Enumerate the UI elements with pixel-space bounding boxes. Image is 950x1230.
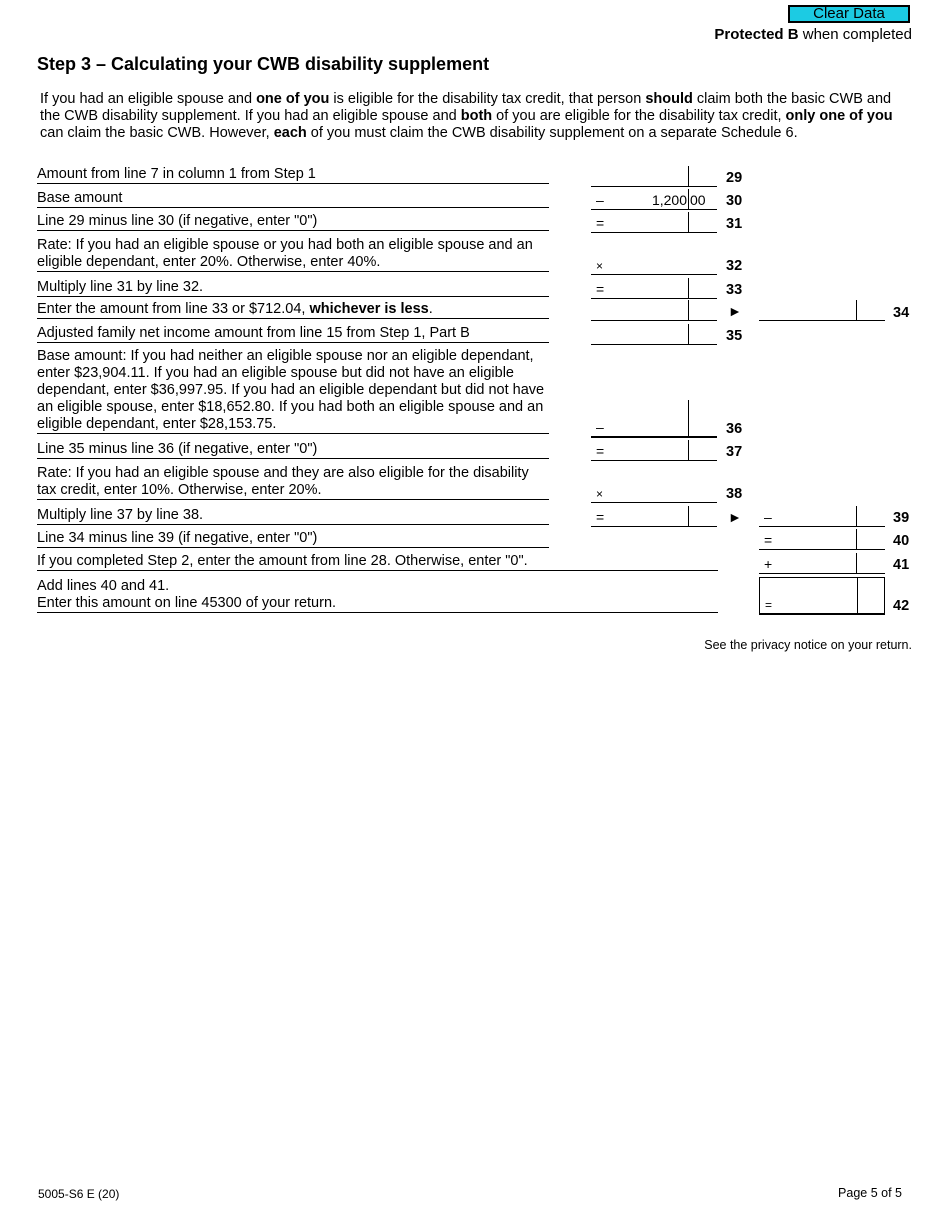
line-33-number: 33 [726, 282, 743, 298]
line-39-input[interactable]: = [591, 506, 717, 527]
line-31-label: Line 29 minus line 30 (if negative, enter "0") [37, 213, 549, 231]
line-38-number: 38 [726, 486, 743, 502]
line-34-label: Enter the amount from line 33 or $712.04, whichever is less. [37, 301, 549, 319]
line-37-number: 37 [726, 444, 743, 460]
line-36-label: Base amount: If you had neither an eligible spouse nor an eligible dependant, enter $23,904.11. If you had an eligible spouse but did not have an eligible dependant, enter $36,997.95. If you had an eligible dependant but did not have an eligible spouse, enter $18,652.80. If you had both an eligible spouse and an eligible dependant, enter $28,153.75. [37, 348, 549, 434]
line-32-number: 32 [726, 258, 743, 274]
line-37-label: Line 35 minus line 36 (if negative, enter "0") [37, 441, 549, 459]
line-40-label: Line 34 minus line 39 (if negative, enter "0") [37, 530, 549, 548]
page-title: Step 3 – Calculating your CWB disability supplement [37, 54, 490, 74]
line-29-input[interactable] [591, 166, 717, 187]
line-42-number: 42 [893, 598, 910, 614]
line-34-number: 34 [893, 305, 910, 321]
line-36-input[interactable]: – [591, 400, 717, 438]
line-34-left-field [591, 300, 717, 321]
line-30-field: – 1,200 00 [591, 189, 717, 210]
line-41-label: If you completed Step 2, enter the amount from line 28. Otherwise, enter "0". [37, 553, 718, 571]
clear-data-button[interactable]: Clear Data [788, 5, 910, 23]
line-34-arrow-icon: ► [728, 303, 742, 319]
line-33-input[interactable]: = [591, 278, 717, 299]
privacy-notice: See the privacy notice on your return. [704, 638, 912, 652]
line-36-number: 36 [726, 421, 743, 437]
line-39-number: 39 [893, 510, 910, 526]
line-32-input[interactable]: × [591, 254, 717, 275]
line-32-label: Rate: If you had an eligible spouse or you had both an eligible spouse and an eligible dependant, enter 20%. Otherwise, enter 40%. [37, 237, 549, 272]
line-31-input[interactable]: = [591, 212, 717, 233]
line-29-number: 29 [726, 170, 743, 186]
page-number: Page 5 of 5 [838, 1186, 902, 1200]
line-39-label: Multiply line 37 by line 38. [37, 507, 549, 525]
line-35-label: Adjusted family net income amount from line 15 from Step 1, Part B [37, 325, 549, 343]
line-38-input[interactable]: × [591, 482, 717, 503]
line-35-input[interactable] [591, 324, 717, 345]
line-31-number: 31 [726, 216, 743, 232]
line-42-label: Add lines 40 and 41. Enter this amount on line 45300 of your return. [37, 578, 718, 613]
line-34-input[interactable] [759, 300, 885, 321]
line-39-right-field: – [759, 506, 885, 527]
line-30-number: 30 [726, 193, 743, 209]
line-38-label: Rate: If you had an eligible spouse and they are also eligible for the disability tax credit, enter 10%. Otherwise, enter 20%. [37, 465, 549, 500]
line-30-label: Base amount [37, 190, 549, 208]
line-33-label: Multiply line 31 by line 32. [37, 279, 549, 297]
line-40-number: 40 [893, 533, 910, 549]
line-35-number: 35 [726, 328, 743, 344]
line-29-label: Amount from line 7 in column 1 from Step 1 [37, 166, 549, 184]
protected-b-notice: Protected B when completed [714, 26, 912, 43]
line-42-total-input[interactable]: = [759, 577, 885, 615]
line-40-input[interactable]: = [759, 529, 885, 550]
form-number: 5005-S6 E (20) [38, 1187, 120, 1201]
line-37-input[interactable]: = [591, 440, 717, 461]
line-41-input[interactable]: + [759, 553, 885, 574]
line-39-arrow-icon: ► [728, 509, 742, 525]
intro-paragraph: If you had an eligible spouse and one of you is eligible for the disability tax credit, that person should claim both the basic CWB and the CWB disability supplement. If you had an eligible spouse and both of you are eligible for the disability tax credit, only one of you can claim the basic CWB. However, each of you must claim the CWB disability supplement on a separate Schedule 6. [40, 91, 893, 141]
line-41-number: 41 [893, 557, 910, 573]
